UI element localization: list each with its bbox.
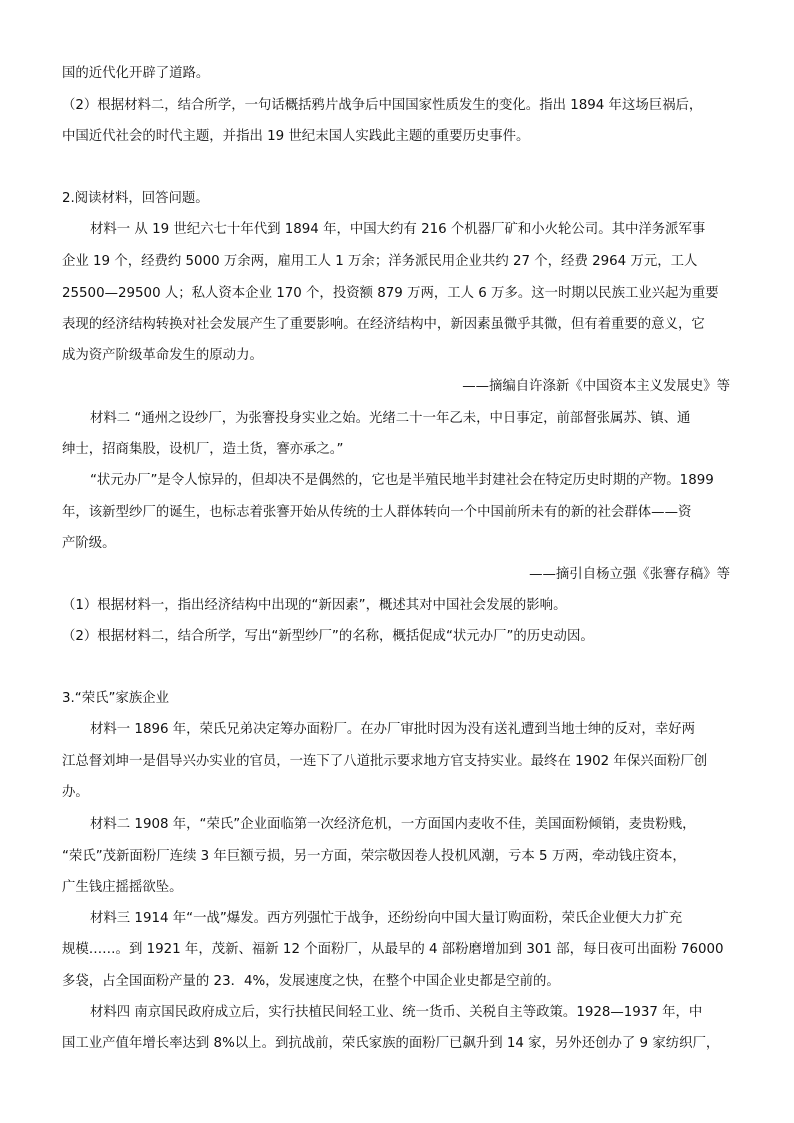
material-4-line: 材料四 南京国民政府成立后，实行扶植民间轻工业、统一货币、关税自主等政策。1928—1937 年，中 [90,1005,703,1020]
question-2: （2）根据材料二，结合所学，写出“新型纱厂”的名称，概括促成“状元办厂”的历史动因。 [62,629,594,644]
material-3-line: 多袋，占全国面粉产量的 23．4%，发展速度之快，在整个中国企业史都是空前的。 [62,974,560,989]
material-2-line: 绅士，招商集股，设机厂，造土货，謇亦承之。” [62,442,344,457]
material-4-line: 国工业产值年增长率达到 8%以上。到抗战前，荣氏家族的面粉厂已飙升到 14 家，另外还创办了 9 家纺织厂， [62,1036,720,1051]
material-3-line: 规模……。到 1921 年，茂新、福新 12 个面粉厂，从最早的 4 部粉磨增加到 301 部，每日夜可出面粉 76000 [62,942,724,957]
material-2-line: “状元办厂”是令人惊异的，但却决不是偶然的，它也是半殖民地半封建社会在特定历史时期的产物。1899 [90,473,714,488]
question-2-2: （2）根据材料二，结合所学，一句话概括鸦片战争后中国国家性质发生的变化。指出 1894 年这场巨祸后， [62,98,703,113]
material-3-line: 材料三 1914 年“一战”爆发。西方列强忙于战争，还纷纷向中国大量订购面粉，荣氏企业便大力扩充 [90,911,683,926]
material-1-line: 江总督刘坤一是倡导兴办实业的官员，一连下了八道批示要求地方官支持实业。最终在 1902 年保兴面粉厂创 [62,754,708,769]
material-2-line: 材料二 “通州之设纱厂，为张謇投身实业之始。光绪二十一年乙未，中日事定，前部督张属苏、镇、通 [90,411,691,426]
source-citation: ——摘编自许涤新《中国资本主义发展史》等 [462,379,730,394]
material-1-line: 材料一 从 19 世纪六七十年代到 1894 年，中国大约有 216 个机器厂矿和小火轮公司。其中洋务派军事 [90,222,706,237]
text-line: 国的近代化开辟了道路。 [62,66,210,81]
material-2-line: “荣氏”茂新面粉厂连续 3 年巨额亏损，另一方面，荣宗敬因卷人投机风潮，亏本 5 万两，牵动钱庄资本， [62,849,686,864]
question-1: （1）根据材料一，指出经济结构中出现的“新因素”，概述其对中国社会发展的影响。 [62,598,567,613]
source-citation: ——摘引自杨立强《张謇存稿》等 [529,567,730,582]
material-2-line: 广生钱庄摇摇欲坠。 [62,880,183,895]
section-heading-3: 3.“荣氏”家族企业 [62,691,169,706]
material-2-line: 产阶级。 [62,536,116,551]
material-2-line: 年，该新型纱厂的诞生，也标志着张謇开始从传统的士人群体转向一个中国前所未有的新的社会群体——资 [62,505,692,520]
material-1-line: 办。 [62,785,89,800]
material-1-line: 材料一 1896 年，荣氏兄弟决定筹办面粉厂。在办厂审批时因为没有送礼遭到当地士绅的反对，幸好两 [90,722,695,737]
section-heading-2: 2.阅读材料，回答问题。 [62,191,209,206]
material-1-line: 成为资产阶级革命发生的原动力。 [62,348,263,363]
material-1-line: 企业 19 个，经费约 5000 万余两，雇用工人 1 万余；洋务派民用企业共约 27 个，经费 2964 万元，工人 [62,254,698,269]
material-1-line: 25500—29500 人；私人资本企业 170 个，投资额 879 万两，工人 6 万多。这一时期以民族工业兴起为重要 [62,286,719,301]
material-2-line: 材料二 1908 年，“荣氏”企业面临第一次经济危机，一方面国内麦收不佳，美国面粉倾销，麦贵粉贱， [90,817,696,832]
material-1-line: 表现的经济结构转换对社会发展产生了重要影响。在经济结构中，新因素虽微乎其微，但有着重要的意义，它 [62,317,705,332]
text-line: 中国近代社会的时代主题，并指出 19 世纪末国人实践此主题的重要历史事件。 [62,129,530,144]
